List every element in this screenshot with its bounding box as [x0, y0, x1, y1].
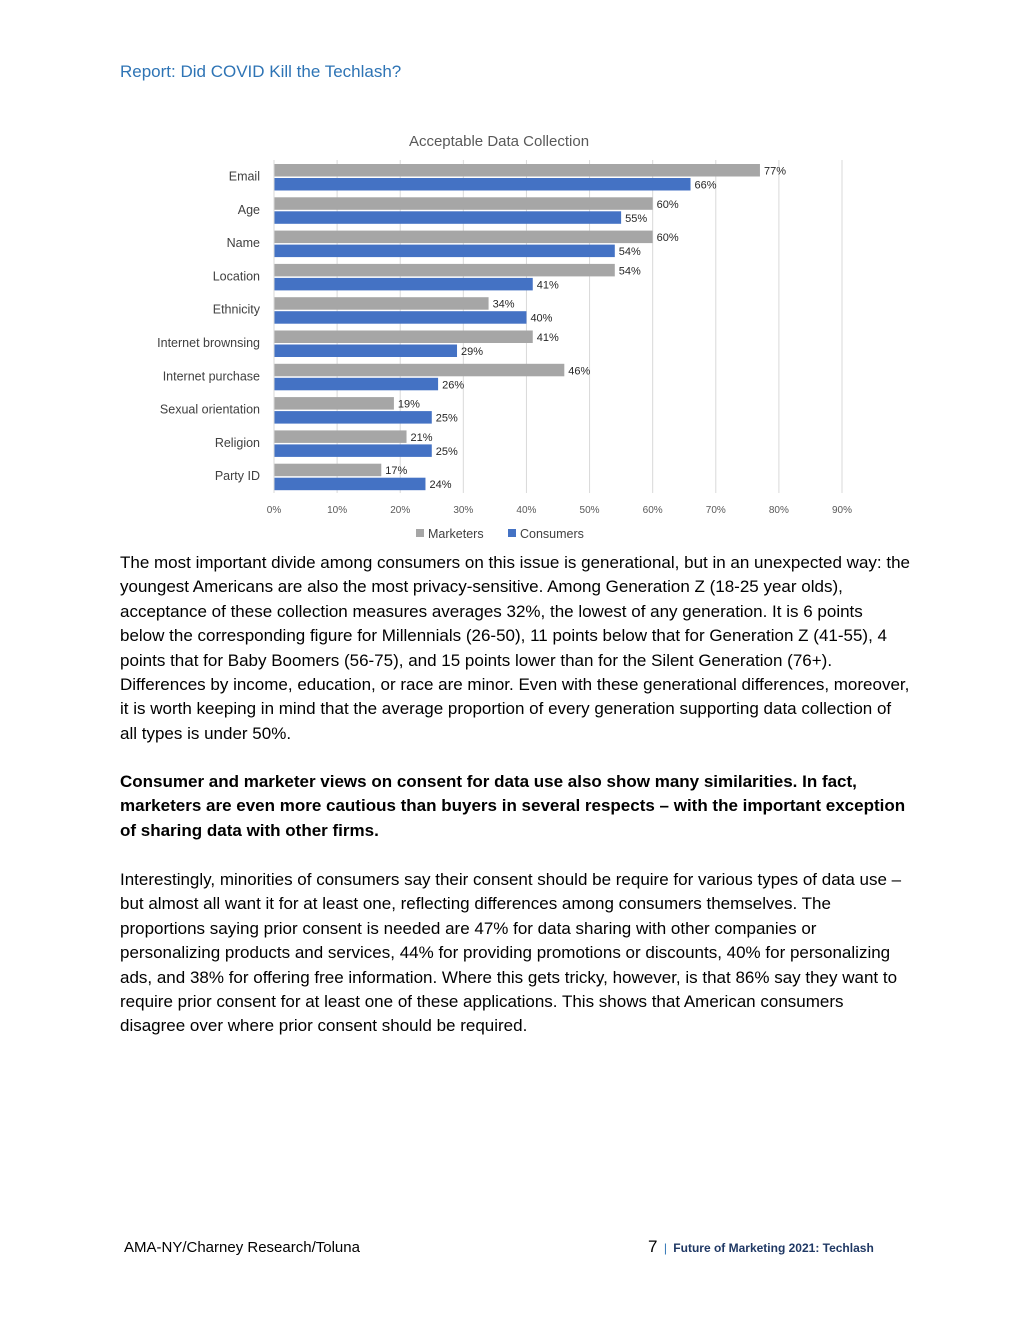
bar-consumers-religion: [274, 444, 432, 457]
data-label-marketers: 46%: [568, 365, 591, 378]
x-tick-label: 80%: [768, 505, 789, 516]
bar-consumers-email: [274, 178, 691, 191]
data-label-marketers: 77%: [763, 165, 786, 178]
x-tick-label: 50%: [579, 505, 600, 516]
legend-swatch-consumers: [508, 529, 516, 537]
category-label: Internet brownsing: [157, 336, 260, 350]
data-label-marketers: 60%: [656, 232, 679, 245]
footer-source: AMA-NY/Charney Research/Toluna: [124, 1239, 360, 1256]
category-label: Name: [226, 236, 260, 251]
chart-title: Acceptable Data Collection: [408, 133, 590, 150]
category-label: Age: [237, 202, 260, 217]
acceptable-data-collection-chart: [0, 0, 1020, 560]
data-label-consumers: 29%: [461, 346, 484, 358]
x-tick-label: 20%: [390, 505, 411, 516]
bar-consumers-internet-brownsing: [274, 345, 457, 358]
bar-consumers-ethnicity: [274, 311, 526, 324]
x-tick-label: 90%: [831, 505, 853, 516]
bar-consumers-internet-purchase: [274, 378, 438, 391]
footer-separator: |: [663, 1241, 667, 1255]
bar-marketers-age: [274, 197, 653, 210]
category-label: Sexual orientation: [159, 402, 260, 417]
bar-marketers-sexual-orientation: [274, 397, 394, 410]
legend-label-marketers: Marketers: [428, 527, 484, 541]
report-header: Report: Did COVID Kill the Techlash?: [120, 62, 402, 81]
category-label: Religion: [214, 435, 260, 450]
category-label: Email: [228, 169, 260, 184]
x-tick-label: 10%: [327, 505, 348, 516]
paragraph-generational-divide: The most important divide among consumers on this issue is generational, but in an unexpected way: the youngest Americans are also the most privacy-sensitive. Among Generation Z (18-25 year olds), acceptance of these collection measures averages 32%, the lowest of any generation. It is 6 points below the corresponding figure for Millennials (26-50), 11 points below that for Generation Z (41-55), 4 points that for Baby Boomers (56-75), and 15 points lower than for the Silent Generation (76+). Differences by income, education, or race are minor. Even with these generational differences, moreover, it is worth keeping in mind that the average proportion of every generation supporting data collection of all types is under 50%.: [120, 553, 910, 743]
category-label: Location: [212, 269, 260, 284]
bar-marketers-name: [274, 231, 653, 244]
data-label-marketers: 34%: [492, 298, 515, 311]
x-tick-label: 40%: [516, 505, 537, 516]
bar-marketers-email: [274, 164, 760, 177]
bar-marketers-internet-brownsing: [274, 331, 533, 344]
data-label-marketers: 17%: [385, 465, 408, 478]
data-label-consumers: 25%: [435, 412, 458, 425]
bar-consumers-location: [274, 278, 533, 291]
data-label-consumers: 54%: [618, 246, 641, 259]
footer-doc-title: Future of Marketing 2021: Techlash: [673, 1241, 874, 1255]
bar-consumers-age: [274, 211, 621, 224]
footer-page-info: [648, 1237, 874, 1257]
bar-marketers-religion: [274, 430, 407, 443]
bar-consumers-party-id: [274, 478, 425, 491]
x-tick-label: 30%: [453, 505, 474, 516]
bar-marketers-location: [274, 264, 615, 277]
bar-marketers-party-id: [274, 464, 381, 477]
legend-swatch-marketers: [416, 529, 424, 537]
bar-marketers-internet-purchase: [274, 364, 564, 377]
legend-label-consumers: Consumers: [520, 527, 584, 541]
data-label-consumers: 25%: [435, 445, 458, 458]
paragraph-consent-minorities: Interestingly, minorities of consumers say their consent should be require for various types of data use – but almost all want it for at least one, reflecting differences among consumers themselves. The proportions saying prior consent is needed are 47% for data sharing with other companies or personalizing products and services, 44% for providing promotions or discounts, 40% for personalizing ads, and 38% for offering free information. Where this gets tricky, however, is that 86% say they want to require prior consent for at least one of these applications. This shows that American consumers disagree over where prior consent should be required.: [120, 870, 902, 1036]
data-label-marketers: 60%: [656, 198, 679, 211]
data-label-consumers: 24%: [429, 479, 452, 492]
data-label-marketers: 21%: [410, 431, 433, 444]
data-label-consumers: 26%: [442, 379, 465, 392]
data-label-marketers: 54%: [618, 265, 641, 278]
x-tick-label: 0%: [266, 505, 282, 516]
bar-marketers-ethnicity: [274, 297, 489, 310]
paragraph-consent-views: Consumer and marketer views on consent for data use also show many similarities. In fact, marketers are even more cautious than buyers in several respects – with the important exception of sharing data with other firms.: [120, 772, 906, 840]
data-label-marketers: 41%: [536, 332, 559, 344]
data-label-marketers: 19%: [397, 398, 420, 411]
data-label-consumers: 40%: [530, 312, 553, 325]
bar-consumers-sexual-orientation: [274, 411, 432, 424]
data-label-consumers: 55%: [625, 212, 648, 225]
bar-consumers-name: [274, 245, 615, 258]
category-label: Internet purchase: [162, 369, 260, 384]
x-tick-label: 60%: [642, 505, 663, 516]
x-tick-label: 70%: [705, 505, 726, 516]
category-label: Party ID: [214, 469, 260, 484]
data-label-consumers: 66%: [694, 179, 717, 192]
page-number: 7: [648, 1237, 658, 1256]
category-label: Ethnicity: [212, 302, 260, 317]
data-label-consumers: 41%: [536, 279, 559, 292]
